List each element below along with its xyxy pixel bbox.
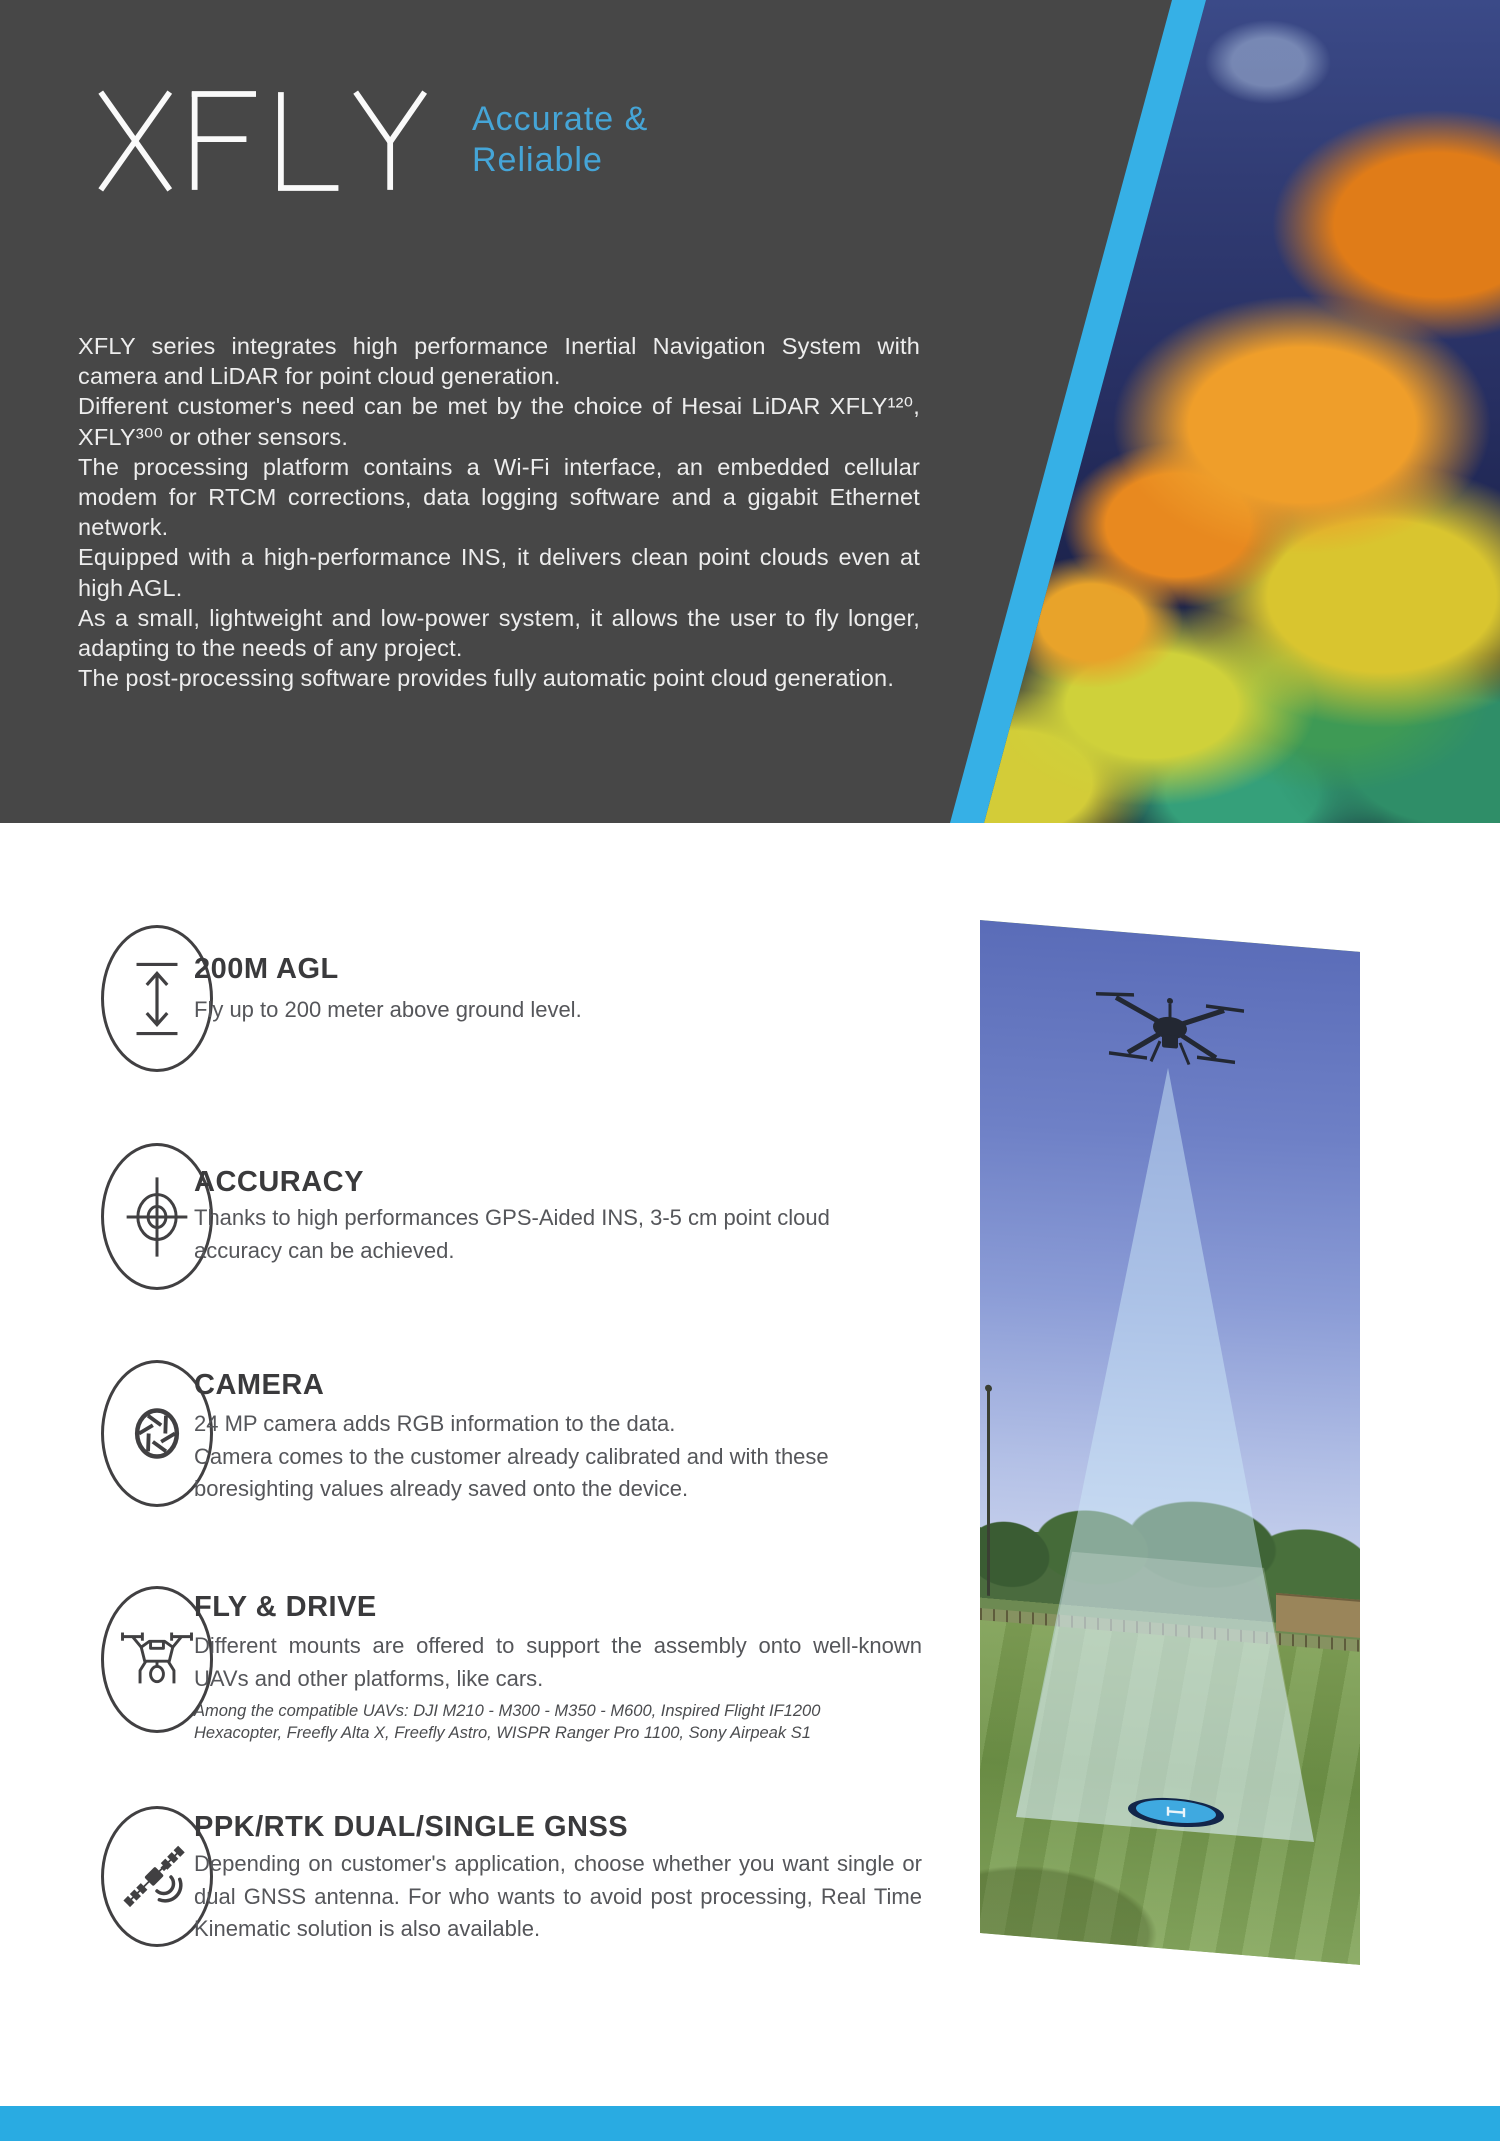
feature-body-paragraph: Fly up to 200 meter above ground level.	[194, 997, 582, 1022]
feature-body	[194, 1202, 894, 1267]
feature-body-paragraph: Different mounts are offered to support the assembly onto well-known UAVs and other platforms, like cars.	[194, 1633, 922, 1691]
intro-line: Different customer's need can be met by the choice of Hesai LiDAR XFLY¹²⁰, XFLY³⁰⁰ or other sensors.	[78, 393, 920, 450]
intro-line: Equipped with a high-performance INS, it delivers clean point clouds even at high AGL.	[78, 544, 920, 601]
feature-text	[194, 1165, 894, 1267]
footer-accent-bar	[0, 2106, 1500, 2141]
feature-body-paragraph: Thanks to high performances GPS-Aided INS, 3-5 cm point cloud accuracy can be achieved.	[194, 1205, 830, 1263]
intro-line: The post-processing software provides fully automatic point cloud generation.	[78, 665, 895, 692]
feature-text	[194, 1590, 922, 1744]
feature-title: PPK/RTK DUAL/SINGLE GNSS	[194, 1811, 629, 1843]
feature-body-paragraph: 24 MP camera adds RGB information to the data.	[194, 1411, 676, 1436]
brand-logo-xfly	[95, 88, 440, 194]
scan-cone-footprint	[1016, 1547, 1314, 1842]
feature-body	[194, 1848, 922, 1946]
intro-line: As a small, lightweight and low-power system, it allows the user to fly longer, adapting to the needs of any project.	[78, 604, 920, 662]
feature-title: 200M AGL	[194, 953, 339, 985]
feature-body	[194, 1408, 834, 1506]
scan-cone-overlay	[980, 920, 1360, 1965]
intro-line: The processing platform contains a Wi-Fi interface, an embedded cellular modem for RTCM corrections, data logging software and a gigabit Ethernet network.	[78, 453, 920, 541]
feature-text	[194, 1368, 834, 1506]
tagline-line1: Accurate &	[472, 100, 649, 138]
feature-body	[194, 994, 894, 1027]
feature-body	[194, 1630, 922, 1695]
feature-text	[194, 1810, 922, 1946]
intro-paragraph	[78, 331, 920, 693]
feature-title: CAMERA	[194, 1369, 325, 1401]
feature-body-paragraph: Camera comes to the customer already calibrated and with these boresighting values already saved onto the device.	[194, 1443, 829, 1501]
tagline-line2: Reliable	[472, 141, 603, 179]
feature-note: Among the compatible UAVs: DJI M210 - M300 - M350 - M600, Inspired Flight IF1200 Hexacopter, Freefly Alta X, Freefly Astro, WISPR Ranger Pro 1100, Sony Airpeak S1	[194, 1702, 821, 1742]
intro-line: XFLY series integrates high performance Inertial Navigation System with camera and LiDAR for point cloud generation.	[78, 333, 920, 390]
drone-silhouette	[1096, 992, 1244, 1069]
feature-body-paragraph: Depending on customer's application, choose whether you want single or dual GNSS antenna. For who wants to avoid post processing, Real Time Kinematic solution is also available.	[194, 1851, 922, 1941]
feature-title: FLY & DRIVE	[194, 1591, 377, 1623]
feature-text	[194, 952, 894, 1027]
feature-title: ACCURACY	[194, 1166, 364, 1198]
drone-photo	[980, 920, 1360, 1965]
tagline	[472, 99, 648, 181]
